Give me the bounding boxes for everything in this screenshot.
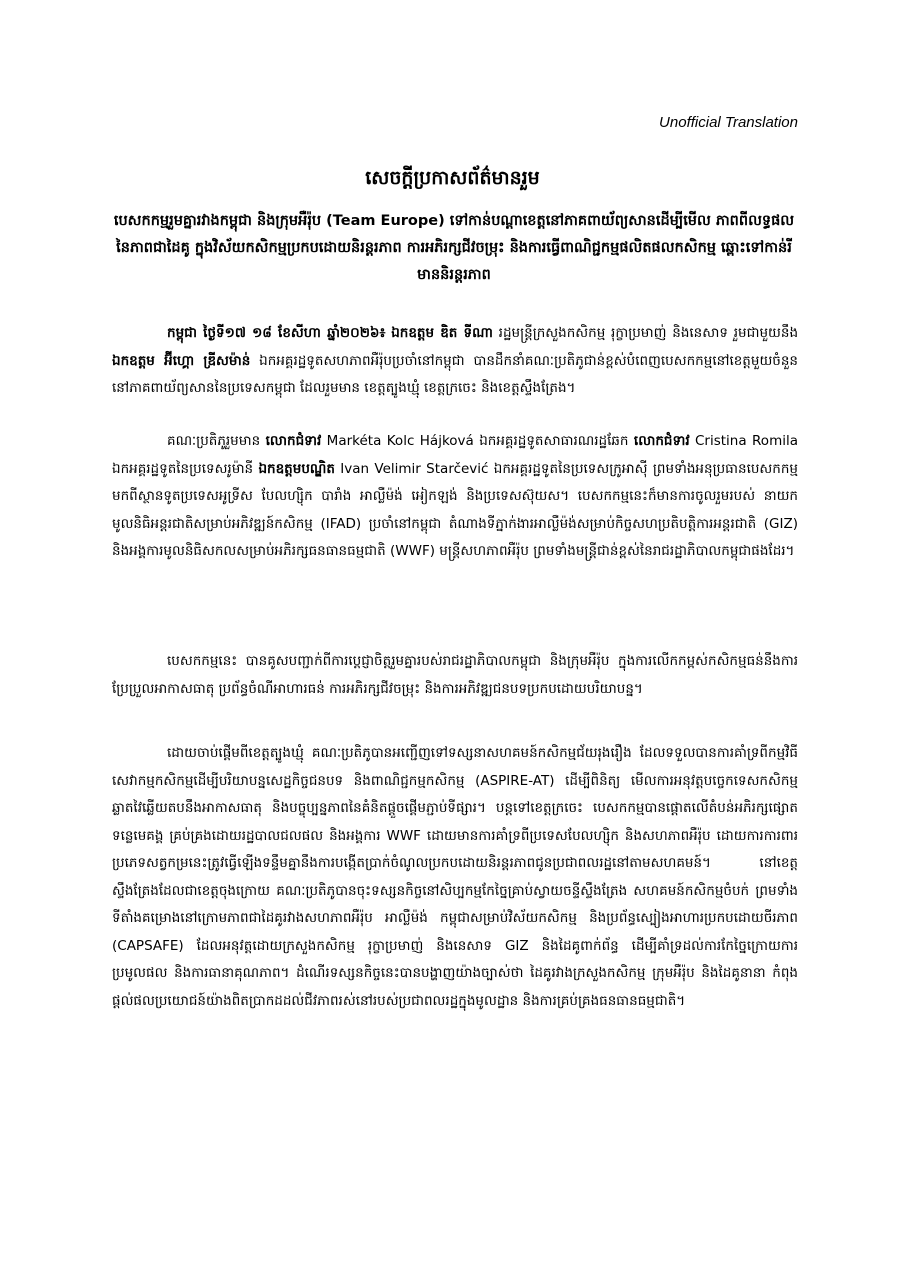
ambassador-name: ឯកឧត្តម អ៊ីហ្គោ ឌ្រីសម៉ាន់ [112, 352, 251, 369]
paragraph-4-text: ដោយចាប់ផ្តើមពីខេត្តត្បូងឃ្មុំ គណៈប្រតិភូបានអញ្ជើញទៅទស្សនាសហគមន៍កសិកម្មជ័យរុងរឿង ដែលទទួលបានការគាំទ្រពីកម្មវិធីសេវាកម្មកសិកម្មដើម្បីបរិយាបន្នសេដ្ឋកិច្ចជនបទ និងពាណិជ្ជកម្មកសិកម្ម (ASPIRE-AT) ដើម្បីពិនិត្យ មើលការអនុវត្តបច្ចេកទេសកសិកម្មឆ្លាតវៃឆ្លើយតបនឹងអាកាសធាតុ និងបច្ចុប្បន្នភាពនៃគំនិតផ្តួចផ្តើមភ្ជាប់ទីផ្សារ។ បន្តទៅខេត្តក្រចេះ បេសកកម្មបានផ្តោតលើតំបន់អភិរក្សផ្សោតទន្លេមេគង្គ គ្រប់គ្រងដោយរដ្ឋបាលជលផល និងអង្គការ WWF ដោយមានការគាំទ្រពីប្រទេសបែលហ្ស៊ិក និងសហភាពអឺរ៉ុប ដោយការការពារប្រភេទសត្វកម្រនេះត្រូវធ្វើឡើងទន្ទឹមគ្នានឹងការបង្កើតប្រាក់ចំណូលប្រកបដោយនិរន្តរភាពជូនប្រជាពលរដ្ឋនៅតាមសហគមន៍។ នៅខេត្តស្ទឹងត្រែងដែលជាខេត្តចុងក្រោយ គណៈប្រតិភូបានចុះទស្សនកិច្ចនៅសិប្បកម្មកែច្នៃគ្រាប់ស្វាយចន្ទីស្ទឹងត្រែង សហគមន៍កសិកម្មចំបក់ ព្រមទាំងទីតាំងគម្រោងនៅក្រោមភាពជាដៃគូរវាងសហភាពអឺរ៉ុប អាល្លឺម៉ង់ កម្ពុជាសម្រាប់វិស័យកសិកម្ម និងប្រព័ន្ធស្បៀងអាហារប្រកបដោយចីរភាព (CAPSAFE) ដែលអនុវត្តដោយក្រសួងកសិកម្ម រុក្ខាប្រមាញ់ និងនេសាទ GIZ និងដៃគូពាក់ព័ន្ធ ដើម្បីគាំទ្រដល់ការកែច្នៃក្រោយការប្រមូលផល និងការធានាគុណភាព។ ដំណើរទស្សនកិច្ចនេះបានបង្ហាញយ៉ាងច្បាស់ថា ដៃគូរវាងក្រសួងកសិកម្ម ក្រុមអឺរ៉ុប និងដៃគូនានា កំពុងផ្តល់ផលប្រយោជន៍យ៉ាងពិតប្រាកដដល់ជីវភាពរស់នៅរបស់ប្រជាពលរដ្ឋក្នុងមូលដ្ឋាន និងការគ្រប់គ្រងធនធានធម្មជាតិ។ [112, 745, 798, 1009]
paragraph-2 [112, 428, 798, 566]
translation-note: Unofficial Translation [659, 114, 798, 131]
paragraph-1 [112, 320, 798, 403]
honorific-1: លោកជំទាវ [265, 433, 322, 449]
honorific-3: ឯកឧត្តមបណ្ឌិត [258, 460, 335, 477]
page-title: សេចក្តីប្រកាសព័ត៌មានរួម [365, 167, 540, 189]
paragraph-1-text-b: ឯកអគ្គរដ្ឋទូតសហភាពអឺរ៉ុបប្រចាំនៅកម្ពុជា បានដឹកនាំគណៈប្រតិភូជាន់ខ្ពស់បំពេញបេសកកម្មនៅខេត្តមួយចំនួននៅភាគពាយ័ព្យសាននៃប្រទេសកម្ពុជា ដែលរួមមាន ខេត្តត្បូងឃ្មុំ ខេត្តក្រចេះ និងខេត្តស្ទឹងត្រែង។ [112, 352, 799, 396]
paragraph-2-text-a: គណៈប្រតិភូរួមមាន [167, 433, 266, 449]
paragraph-2-text-c: Cristina Romila ឯកអគ្គរដ្ឋទូតនៃប្រទេសរូម៉ានី [112, 433, 798, 477]
dateline: កម្ពុជា ថ្ងៃទី១៧ ១៨ ខែសីហា ឆ្នាំ២០២៦៖ [167, 325, 386, 341]
page-subtitle: បេសកកម្មរួមគ្នារវាងកម្ពុជា និងក្រុមអឺរ៉ុប (Team Europe) ទៅកាន់បណ្តាខេត្តនៅភាគពាយ័ព្យសានដើម្បីមើល ភាពពីលទ្ធផលនៃភាពជាដៃគូ ក្នុងវិស័យកសិកម្មប្រកបដោយនិរន្តរភាព ការអភិរក្សជីវចម្រុះ និងការធ្វើពាណិជ្ជកម្មផលិតផលកសិកម្ម ឆ្ពោះទៅកាន់រីមាននិរន្តរភាព [113, 213, 795, 283]
paragraph-2-text-b: Markéta Kolc Hájková ឯកអគ្គរដ្ឋទូតសាធារណរដ្ឋឆែក [321, 433, 634, 449]
paragraph-3-text: បេសកកម្មនេះ បានគូសបញ្ជាក់ពីការប្តេជ្ញាចិត្តរួមគ្នារបស់រាជរដ្ឋាភិបាលកម្ពុជា និងក្រុមអឺរ៉ុប ក្នុងការលើកកម្ពស់កសិកម្មធន់នឹងការប្រែប្រួលអាកាសធាតុ ប្រព័ន្ធចំណីអាហារធន់ ការអភិរក្សជីវចម្រុះ និងការអភិវឌ្ឍជនបទប្រកបដោយបរិយាបន្ន។ [112, 653, 798, 697]
paragraph-1-text-a: រដ្ឋមន្ត្រីក្រសួងកសិកម្ម រុក្ខាប្រមាញ់ និងនេសាទ រួមជាមួយនឹង [492, 325, 799, 341]
minister-name: ឯកឧត្តម ឌិត ទីណា [391, 325, 493, 341]
paragraph-2-text-d: Ivan Velimir Starčević ឯកអគ្គរដ្ឋទូតនៃប្រទេសក្រូអាស៊ី ព្រមទាំងអនុប្រធានបេសកកម្មមកពីស្ថានទូតប្រទេសអូទ្រីស បែលហ្ស៊ិក បារាំង អាល្លឺម៉ង់ អៀកឡង់ និងប្រទេសស៊ុយស។ បេសកកម្មនេះក៏មានការចូលរួមរបស់ នាយកមូលនិធិអន្តរជាតិសម្រាប់អភិវឌ្ឍន៍កសិកម្ម (IFAD) ប្រចាំនៅកម្ពុជា តំណាងទីភ្នាក់ងារអាល្លឺម៉ង់សម្រាប់កិច្ចសហប្រតិបត្តិការអន្តរជាតិ (GIZ) និងអង្គការមូលនិធិសកលសម្រាប់អភិរក្សធនធានធម្មជាតិ (WWF) មន្ត្រីសហភាពអឺរ៉ុប ព្រមទាំងមន្ត្រីជាន់ខ្ពស់នៃរាជរដ្ឋាភិបាលកម្ពុជាផងដែរ។ [112, 460, 798, 559]
paragraph-3 [112, 648, 798, 703]
paragraph-4 [112, 740, 798, 1015]
honorific-2: លោកជំទាវ [633, 433, 690, 449]
